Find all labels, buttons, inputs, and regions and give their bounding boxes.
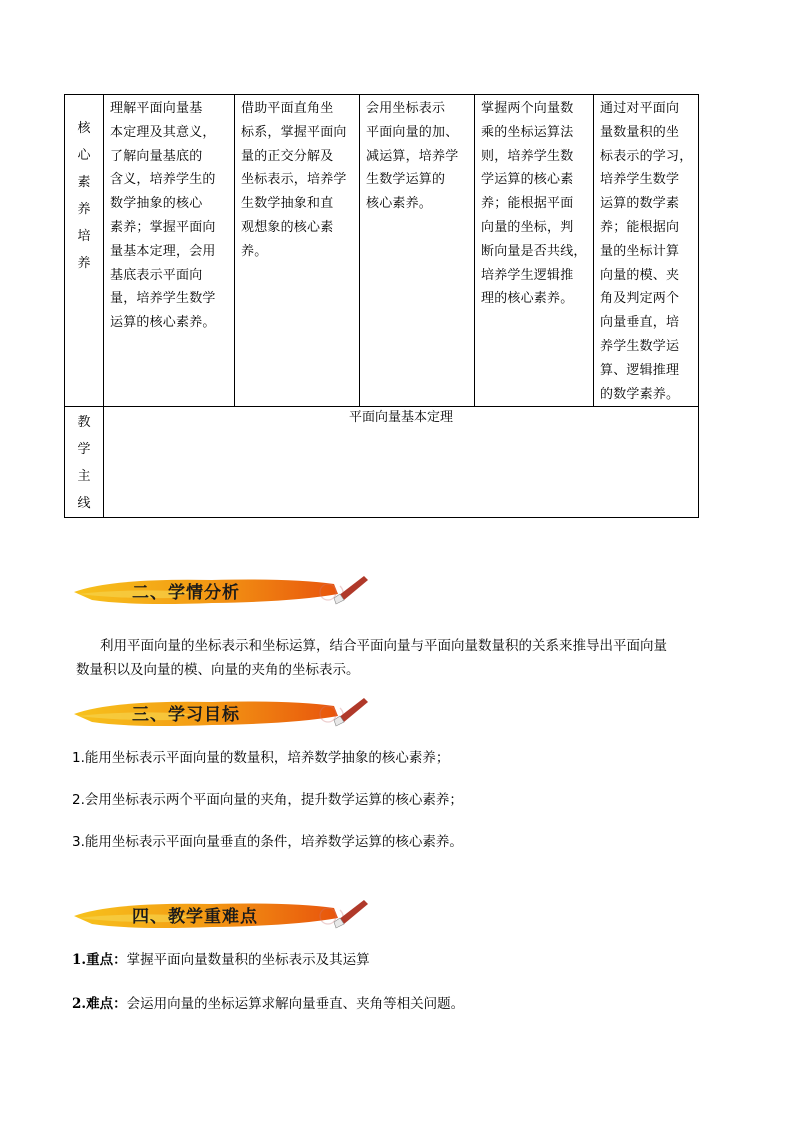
table-row: [65, 95, 699, 407]
vertical-char: 线: [77, 496, 91, 512]
cell-text-line: 向量垂直，培: [600, 315, 680, 331]
table-cell-main-line: [104, 407, 699, 518]
cell-text-line: 标表示的学习，: [600, 148, 693, 164]
table-cell: [475, 95, 594, 407]
table-cell: [360, 95, 475, 407]
cell-text-line: 会用坐标表示: [366, 101, 446, 116]
cell-text-line: 向量的模、夹: [600, 267, 680, 283]
main-line-text: 平面向量基本定理: [348, 410, 453, 426]
section-banner: [72, 572, 372, 612]
table-cell: [594, 95, 699, 407]
cell-text-line: 培养学生数学: [600, 172, 680, 188]
vertical-label: [65, 95, 103, 277]
cell-text-line: 核心素养。: [366, 196, 433, 212]
cell-text-line: 量，培养学生数学: [110, 291, 216, 307]
difficulty-label: 2.难点：: [72, 996, 127, 1012]
cell-text-line: 了解向量基底的: [110, 148, 203, 164]
learning-analysis-paragraph-line1: 利用平面向量的坐标表示和坐标运算，结合平面向量与平面向量数量积的关系来推导出平面向量: [100, 638, 667, 654]
cell-text-line: 生数学抽象和直: [241, 196, 334, 212]
cell-text-line: 运算的数学素: [600, 196, 680, 212]
cell-text-line: 养学生数学运: [600, 338, 680, 354]
learning-analysis-paragraph-line2: 数量积以及向量的模、向量的夹角的坐标表示。: [76, 662, 360, 678]
key-point-label: 1.重点：: [72, 952, 127, 968]
cell-text-line: 基底表示平面向: [110, 267, 203, 283]
vertical-char: 核: [77, 121, 91, 136]
cell-text-line: 生数学运算的: [366, 172, 446, 188]
cell-text-line: 理解平面向量基: [110, 101, 203, 116]
cell-text-line: 标系，掌握平面向: [241, 124, 347, 140]
objective-item-3: 3.能用坐标表示平面向量垂直的条件，培养数学运算的核心素养。: [72, 834, 463, 850]
vertical-char: 教: [77, 415, 91, 431]
cell-text-line: 学运算的核心素: [481, 172, 574, 188]
cell-text-line: 坐标表示，培养学: [241, 172, 347, 188]
cell-text-line: 通过对平面向: [600, 101, 680, 116]
cell-text-line: 培养学生逻辑推: [481, 267, 574, 283]
vertical-char: 心: [77, 148, 91, 163]
table-cell: [104, 95, 235, 407]
vertical-char: 学: [77, 442, 91, 458]
cell-text-line: 素养；掌握平面向: [110, 219, 216, 235]
cell-text-line: 断向量是否共线，: [481, 243, 587, 259]
cell-text-line: 理的核心素养。: [481, 291, 574, 307]
cell-text-line: 算、逻辑推理: [600, 362, 680, 378]
objective-item-1: 1.能用坐标表示平面向量的数量积，培养数学抽象的核心素养；: [72, 750, 450, 766]
key-point-line: [72, 948, 732, 972]
vertical-label: [65, 407, 103, 517]
objectives-table: [64, 94, 699, 518]
cell-text-line: 含义，培养学生的: [110, 172, 216, 188]
cell-text-line: 的数学素养。: [600, 386, 680, 402]
row-header-core-literacy: [65, 95, 104, 407]
cell-text-line: 运算的核心素养。: [110, 315, 216, 331]
row-header-main-line: [65, 407, 104, 518]
vertical-char: 养: [77, 256, 91, 271]
cell-text-line: 量的坐标计算: [600, 243, 680, 259]
cell-text-line: 量基本定理，会用: [110, 243, 216, 259]
cell-text-line: 借助平面直角坐: [241, 101, 334, 116]
cell-text-line: 向量的坐标，判: [481, 219, 574, 235]
key-point-text: 掌握平面向量数量积的坐标表示及其运算: [126, 952, 370, 968]
vertical-char: 主: [77, 469, 91, 485]
cell-text-line: 掌握两个向量数: [481, 101, 574, 116]
section-banner: [72, 896, 372, 936]
cell-text-line: 乘的坐标运算法: [481, 124, 574, 140]
cell-text-line: 数学抽象的核心: [110, 196, 203, 212]
cell-text-line: 养。: [241, 243, 268, 259]
section-title-learning-objectives: 三、学习目标: [132, 705, 240, 725]
cell-text-line: 本定理及其意义，: [110, 124, 216, 140]
section-title-key-difficulties: 四、教学重难点: [132, 907, 258, 927]
vertical-char: 养: [77, 202, 91, 217]
section-title-learning-analysis: 二、学情分析: [132, 583, 240, 603]
vertical-char: 培: [77, 229, 91, 244]
section-banner: [72, 694, 372, 734]
cell-text-line: 则，培养学生数: [481, 148, 574, 164]
cell-text-line: 养；能根据平面: [481, 196, 574, 212]
cell-text-line: 平面向量的加、: [366, 124, 459, 140]
difficulty-line: [72, 992, 732, 1016]
vertical-char: 素: [77, 175, 91, 190]
cell-text-line: 角及判定两个: [600, 291, 680, 307]
cell-text-line: 减运算，培养学: [366, 148, 459, 164]
cell-text-line: 量的正交分解及: [241, 148, 334, 164]
difficulty-text: 会运用向量的坐标运算求解向量垂直、夹角等相关问题。: [126, 996, 465, 1012]
cell-text-line: 观想象的核心素: [241, 219, 334, 235]
objective-item-2: 2.会用坐标表示两个平面向量的夹角，提升数学运算的核心素养；: [72, 792, 463, 808]
cell-text-line: 量数量积的坐: [600, 124, 680, 140]
cell-text-line: 养；能根据向: [600, 219, 680, 235]
table-cell: [235, 95, 360, 407]
table-row: [65, 407, 699, 518]
